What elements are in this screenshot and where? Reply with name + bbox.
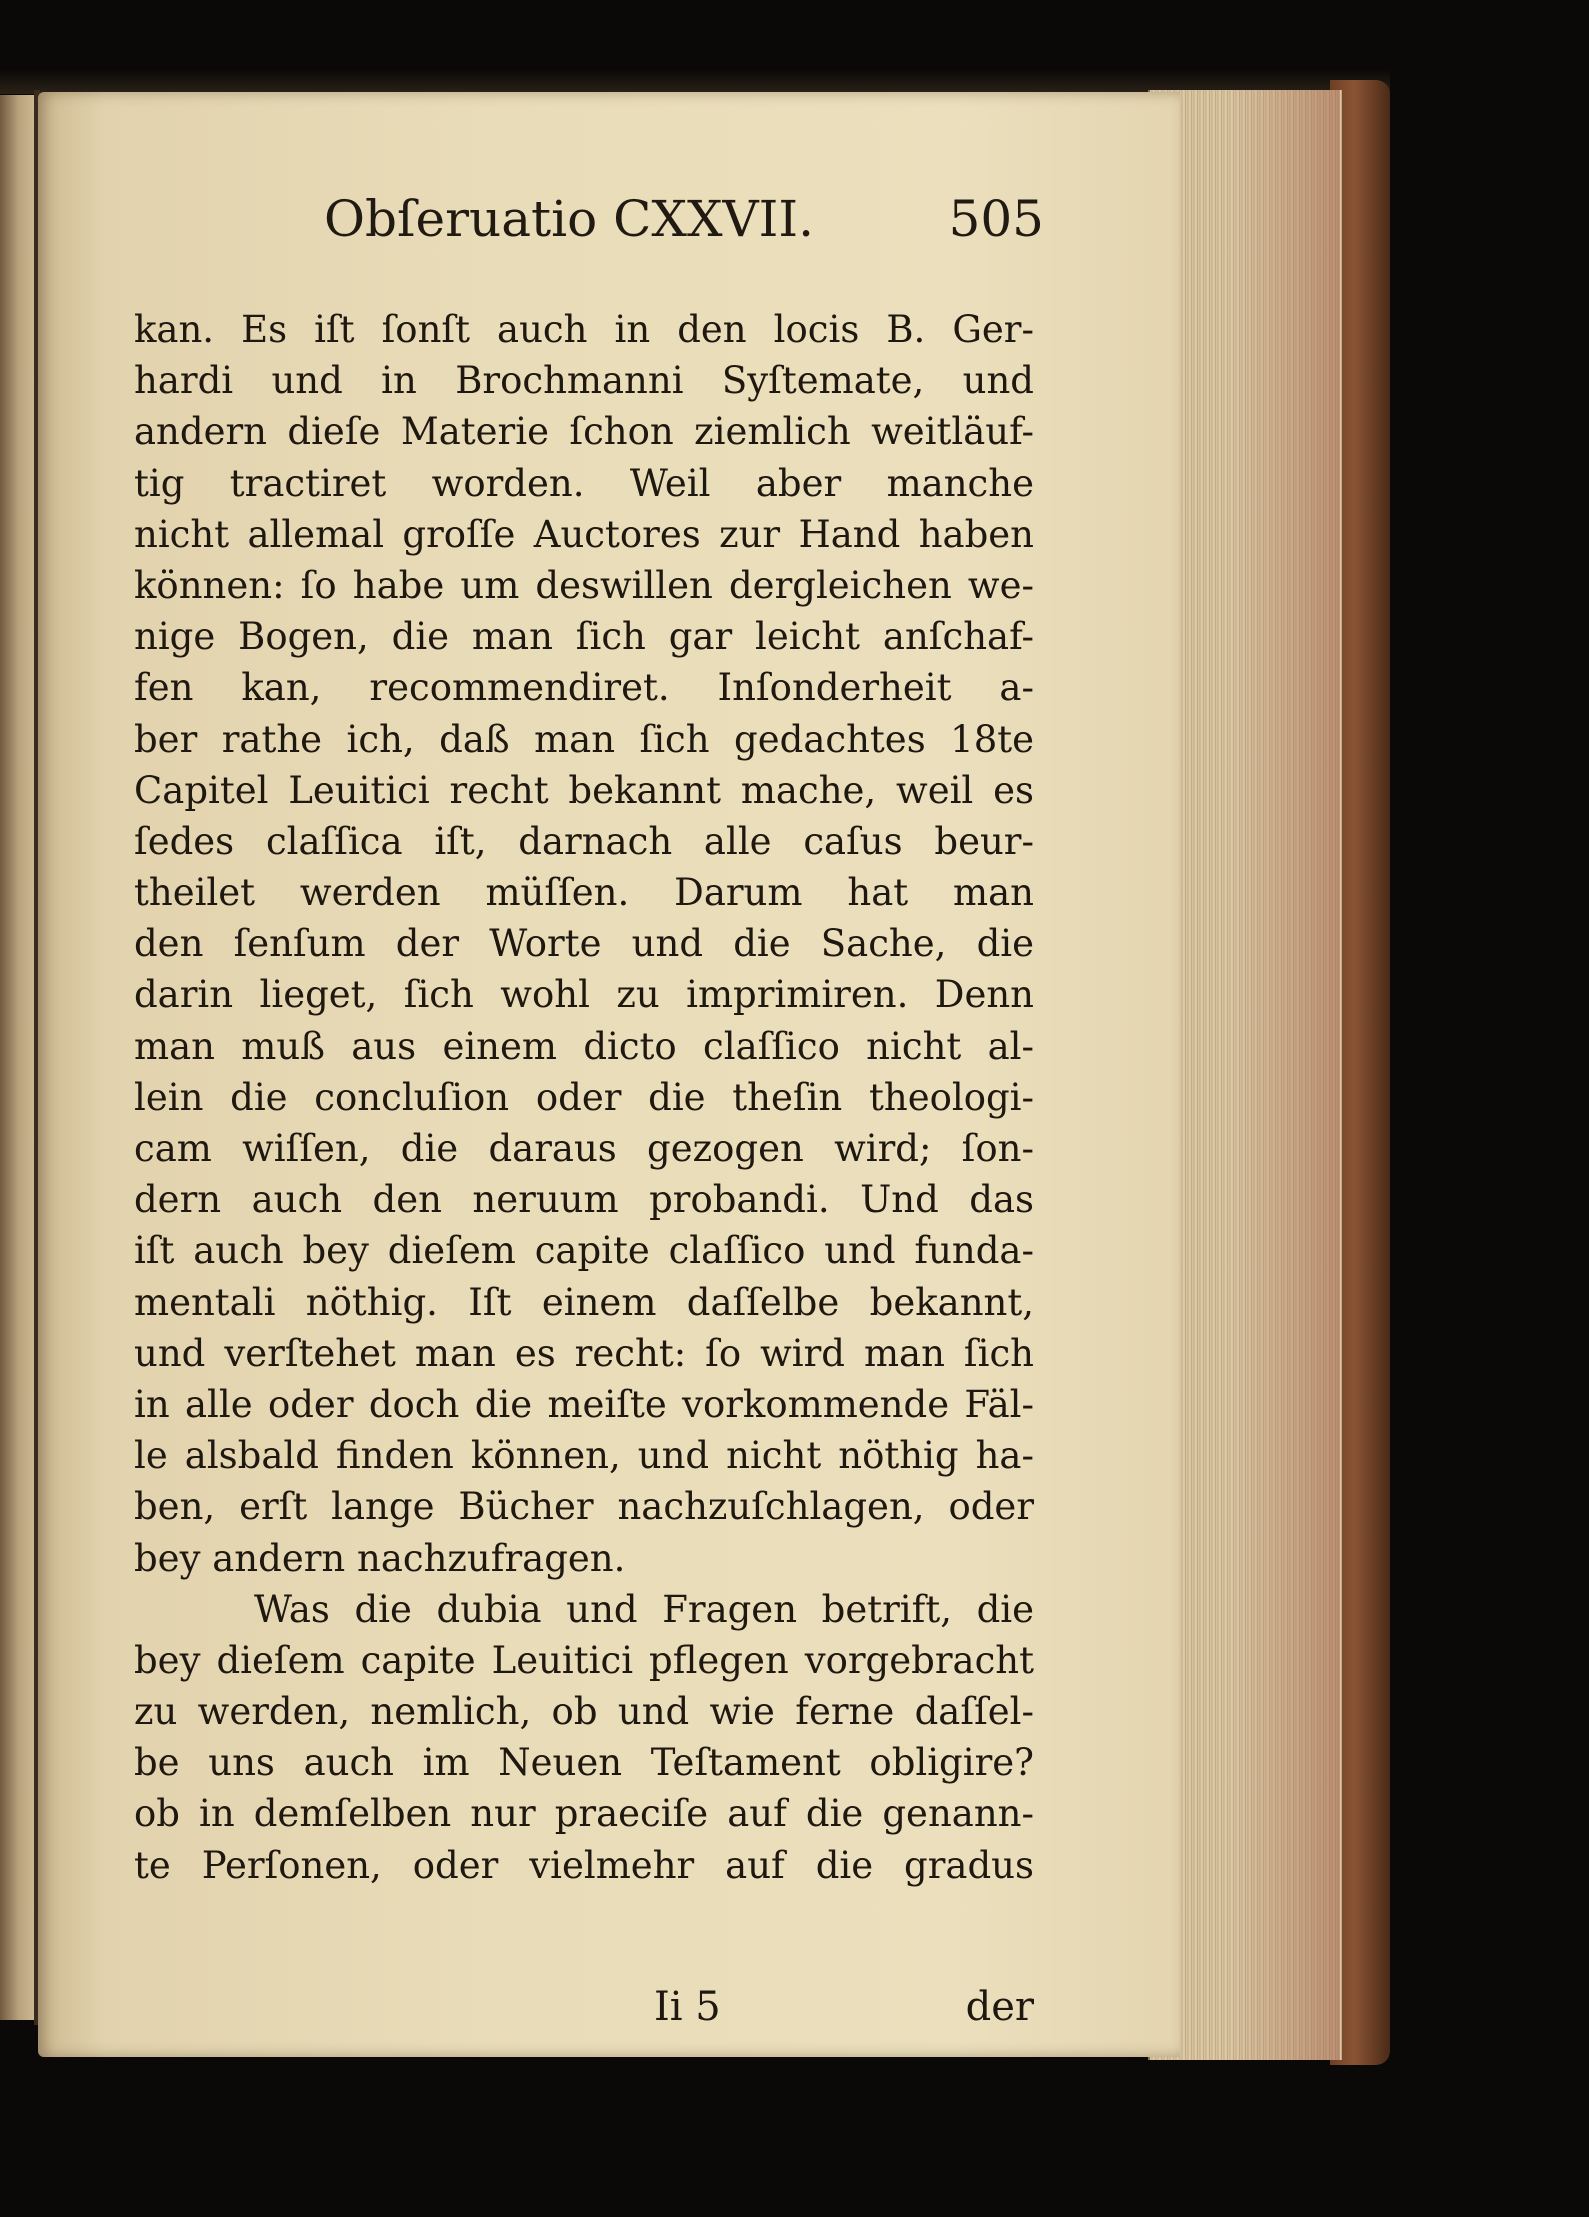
text-line: bey dieſem capite Leuitici pflegen vorgebracht: [134, 1638, 1034, 1682]
text-line-paragraph-start: Was die dubia und Fragen betrift, die: [254, 1587, 1034, 1631]
text-line: cam wiſſen, die daraus gezogen wird; ſon-: [134, 1127, 1034, 1170]
text-line: dern auch den neruum probandi. Und das: [134, 1178, 1034, 1222]
text-line: können: ſo habe um deswillen dergleichen we-: [134, 563, 1034, 607]
text-line: Capitel Leuitici recht bekannt mache, weil es: [134, 768, 1034, 812]
running-title: Obſeruatio CXXVII.: [324, 190, 815, 248]
text-line: iſt auch bey dieſem capite claſſico und funda-: [134, 1229, 1034, 1273]
text-line: und verſtehet man es recht: ſo wird man ſich: [134, 1331, 1034, 1375]
text-line: in alle oder doch die meiſte vorkommende Fäl-: [134, 1382, 1034, 1426]
text-line: te Perſonen, oder vielmehr auf die gradus: [134, 1843, 1034, 1887]
page-stack-shade: [1230, 90, 1340, 2060]
text-line: andern dieſe Materie ſchon ziemlich weitläuf-: [134, 410, 1034, 454]
text-line: kan. Es iſt ſonſt auch in den locis B. Ger-: [134, 308, 1034, 351]
text-line: zu werden, nemlich, ob und wie ferne daſſel-: [134, 1690, 1034, 1734]
text-line: man muß aus einem dicto claſſico nicht al-: [134, 1024, 1034, 1068]
page-footer: [134, 1984, 1034, 2044]
catchword: der: [965, 1984, 1034, 2030]
text-line: bey andern nachzufragen.: [134, 1536, 626, 1580]
text-line: ben, erſt lange Bücher nachzuſchlagen, oder: [134, 1485, 1034, 1529]
book-page: [38, 92, 1180, 2057]
text-line: den ſenſum der Worte und die Sache, die: [134, 922, 1034, 966]
text-line: be uns auch im Neuen Teſtament obligire?: [134, 1741, 1034, 1785]
text-line: ſedes claſſica iſt, darnach alle caſus beur-: [134, 819, 1034, 863]
text-line: ber rathe ich, daß man ſich gedachtes 18te: [134, 717, 1034, 761]
text-line: lein die concluſion oder die theſin theologi-: [134, 1075, 1034, 1119]
text-line: fen kan, recommendiret. Inſonderheit a-: [134, 666, 1034, 710]
text-line: nicht allemal groſſe Auctores zur Hand haben: [134, 512, 1034, 556]
text-line: darin lieget, ſich wohl zu imprimiren. Denn: [134, 973, 1034, 1017]
body-text: [134, 304, 1034, 1891]
left-page-edge: [0, 95, 34, 2020]
text-line: hardi und in Brochmanni Syſtemate, und: [134, 359, 1034, 403]
signature-mark: Ii 5: [654, 1984, 721, 2030]
text-line: mentali nöthig. Iſt einem daſſelbe bekannt,: [134, 1280, 1034, 1324]
page-number: 505: [948, 190, 1044, 248]
text-line: le alsbald finden können, und nicht nöthig ha-: [134, 1434, 1034, 1478]
text-line: theilet werden müſſen. Darum hat man: [134, 871, 1034, 915]
text-line: ob in demſelben nur praeciſe auf die genann-: [134, 1792, 1034, 1836]
page-text-block: [38, 92, 1180, 2057]
text-line: tig tractiret worden. Weil aber manche: [134, 461, 1034, 505]
text-line: nige Bogen, die man ſich gar leicht anſchaf-: [134, 615, 1034, 659]
